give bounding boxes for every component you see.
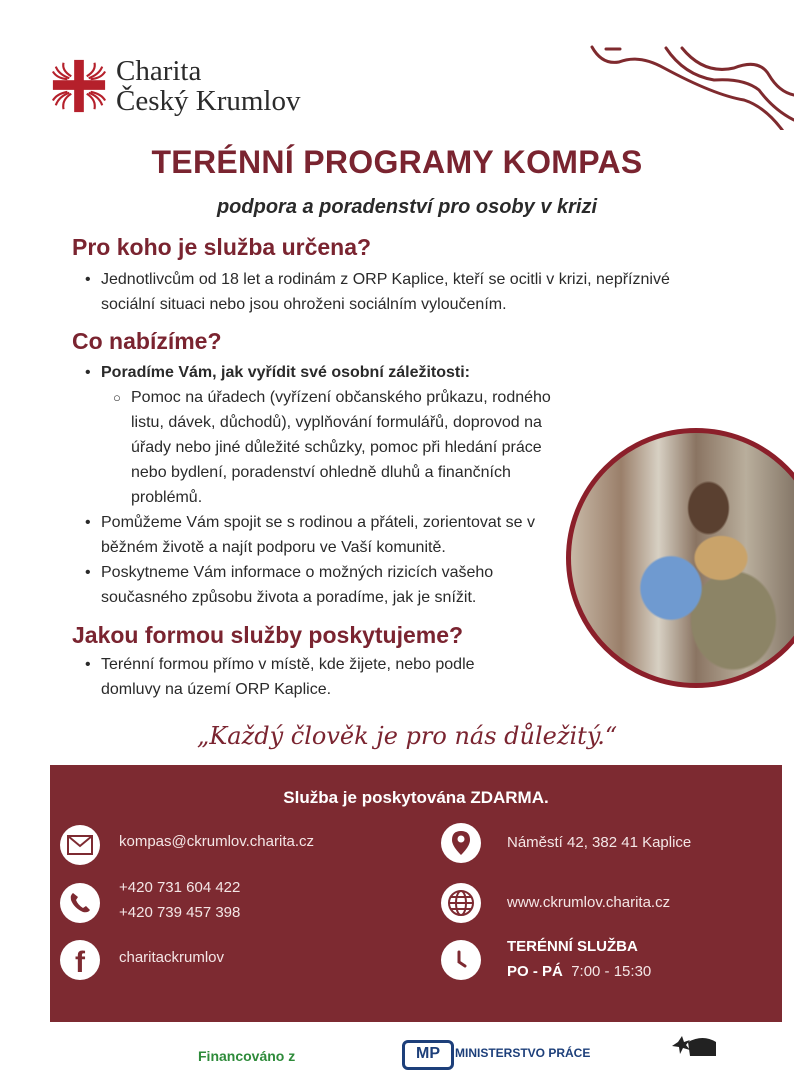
org-logo (50, 56, 300, 116)
hours-time: 7:00 - 15:30 (571, 963, 652, 980)
funding-text: Financováno z (198, 1048, 296, 1064)
list-item: • Terénní formou přímo v místě, kde žijete, nebo podle domluvy na území ORP Kaplice. (101, 652, 571, 702)
website-link[interactable]: www.ckrumlov.charita.cz (507, 894, 671, 911)
page-title: TERÉNNÍ PROGRAMY KOMPAS (151, 144, 643, 180)
email-link[interactable]: kompas@ckrumlov.charita.cz (119, 833, 314, 850)
mpsv-logo: MP (402, 1040, 454, 1070)
photo-circle (566, 428, 794, 688)
envelope-icon (60, 825, 100, 865)
phone-link-1[interactable]: +420 731 604 422 (119, 879, 241, 896)
hours-label: TERÉNNÍ SLUŽBA (507, 938, 638, 955)
clock-icon (441, 940, 481, 980)
section-heading-service-form: Jakou formou služby poskytujeme? (72, 622, 464, 648)
org-name-line1: Charita (116, 55, 202, 87)
star-comet-logo-icon (668, 1034, 718, 1056)
globe-icon (441, 883, 481, 923)
decorative-swirl (554, 20, 794, 130)
phone-icon (60, 883, 100, 923)
list-item: • Poskytneme Vám informace o možných rizicích vašeho současného způsobu života a poradíme, jak je snížit. (101, 560, 571, 610)
org-name-line2: Český Krumlov (116, 85, 301, 117)
bullet-icon: • (85, 564, 91, 581)
opening-hours (507, 934, 651, 984)
location-pin-icon (441, 823, 481, 863)
list-item: • Pomůžeme Vám spojit se s rodinou a přáteli, zorientovat se v běžném životě a najít podporu ve Vaší komunitě. (101, 510, 571, 560)
list-item: • Jednotlivcům od 18 let a rodinám z ORP Kaplice, kteří se ocitli v krizi, nepříznivé sociální situaci nebo jsou ohroženi sociálním vyloučením. (101, 267, 721, 317)
caritas-cross-icon (50, 57, 108, 115)
bullet-icon: • (85, 271, 91, 288)
contact-panel (50, 765, 782, 1022)
phone-link-2[interactable]: +420 739 457 398 (119, 904, 241, 921)
bullet-icon: • (85, 364, 91, 381)
section-heading-offer: Co nabízíme? (72, 328, 222, 354)
bullet-icon: • (85, 656, 91, 673)
motto-quote: „Každý člověk je pro nás důležitý.“ (196, 722, 618, 750)
bullet-icon: • (85, 514, 91, 531)
facebook-icon: f (60, 940, 100, 980)
list-item: • Poradíme Vám, jak vyřídit své osobní záležitosti: (101, 360, 561, 385)
address-text: Náměstí 42, 382 41 Kaplice (507, 834, 692, 851)
sub-list-item: ○ Pomoc na úřadech (vyřízení občanského průkazu, rodného listu, dávek, důchodů), vyplňování formulářů, doprovod na úřady nebo jiné důležité schůzky, pomoc při hledání práce nebo bydlení, poradenství ohledně dluhů a finančních problémů. (131, 385, 571, 510)
section-heading-target-group: Pro koho je služba určena? (72, 234, 372, 260)
page-subtitle: podpora a poradenství pro osoby v krizi (216, 196, 598, 218)
phone-numbers (119, 875, 240, 925)
mpsv-text: MINISTERSTVO PRÁCE (455, 1046, 591, 1060)
hours-days: PO - PÁ (507, 963, 563, 980)
facebook-link[interactable]: charitackrumlov (119, 949, 225, 966)
free-service-heading: Služba je poskytována ZDARMA. (283, 788, 549, 807)
circle-bullet-icon: ○ (113, 390, 121, 405)
